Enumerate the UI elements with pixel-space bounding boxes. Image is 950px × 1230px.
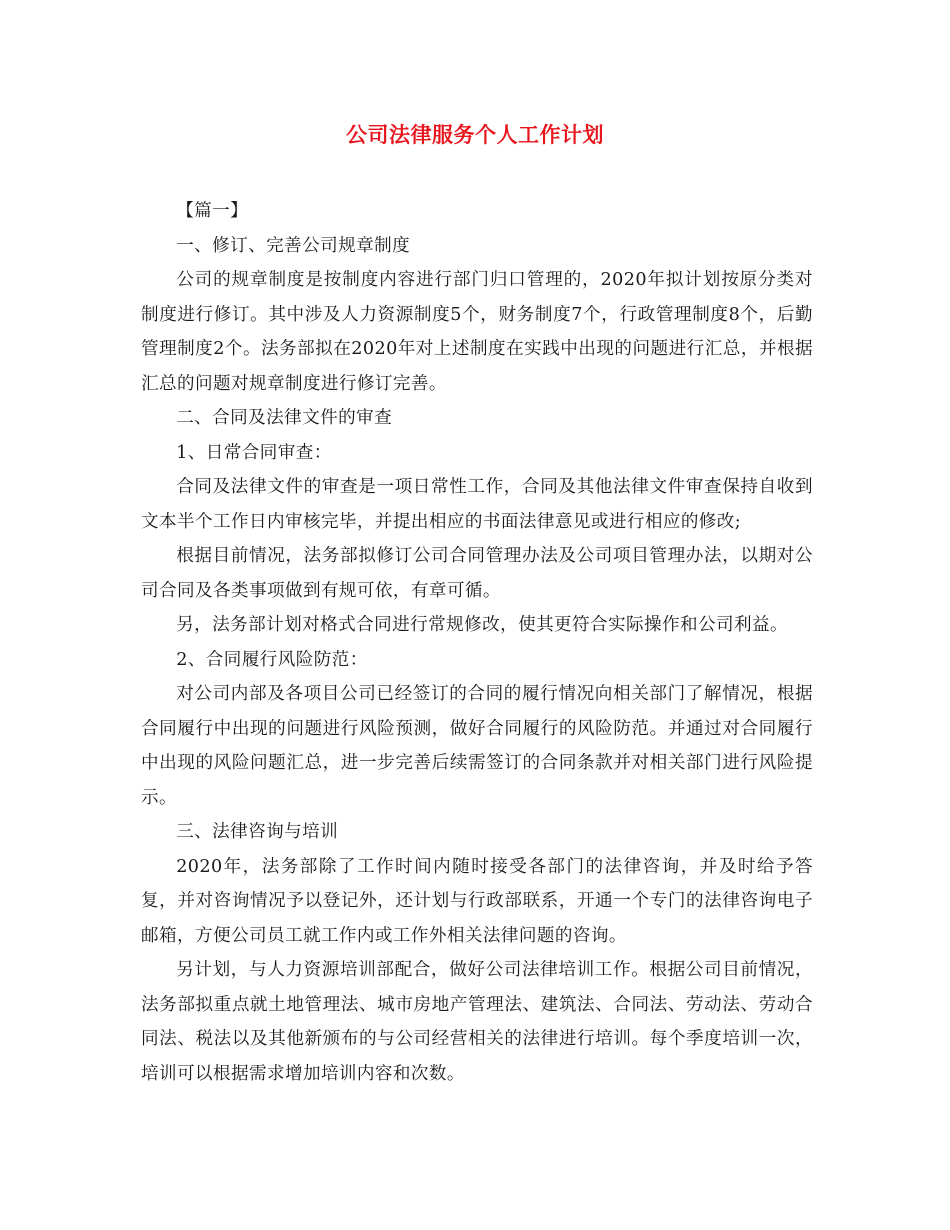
body-paragraph: 2020年，法务部除了工作时间内随时接受各部门的法律咨询，并及时给予答复，并对咨询情况予以登记外，还计划与行政部联系，开通一个专门的法律咨询电子邮箱，方便公司员工就工作内或工作外相关法律问题的咨询。 [141, 856, 813, 946]
body-paragraph: 公司的规章制度是按制度内容进行部门归口管理的，2020年拟计划按原分类对制度进行修订。其中涉及人力资源制度5个，财务制度7个，行政管理制度8个，后勤管理制度2个。法务部拟在2020年对上述制度在实践中出现的问题进行汇总，并根据汇总的问题对规章制度进行修订完善。 [141, 270, 813, 394]
body-paragraph: 另计划，与人力资源培训部配合，做好公司法律培训工作。根据公司目前情况，法务部拟重点就土地管理法、城市房地产管理法、建筑法、合同法、劳动法、劳动合同法、税法以及其他新颁布的与公司经营相关的法律进行培训。每个季度培训一次，培训可以根据需求增加培训内容和次数。 [141, 960, 813, 1084]
section-heading: 二、合同及法律文件的审查 [176, 408, 393, 428]
body-paragraph: 合同及法律文件的审查是一项日常性工作，合同及其他法律文件审查保持自收到文本半个工作日内审核完毕，并提出相应的书面法律意见或进行相应的修改; [141, 477, 813, 532]
body-paragraph: 另，法务部计划对格式合同进行常规修改，使其更符合实际操作和公司利益。 [176, 615, 788, 635]
document-title: 公司法律服务个人工作计划 [346, 122, 604, 147]
section-heading: 三、法律咨询与培训 [176, 822, 339, 842]
section-marker: 【篇一】 [176, 201, 249, 221]
section-heading: 一、修订、完善公司规章制度 [176, 235, 411, 256]
subsection-heading: 1、日常合同审查： [176, 442, 332, 463]
body-paragraph: 根据目前情况，法务部拟修订公司合同管理办法及公司项目管理办法，以期对公司合同及各类事项做到有规可依，有章可循。 [141, 546, 813, 601]
body-paragraph: 对公司内部及各项目公司已经签订的合同的履行情况向相关部门了解情况，根据合同履行中出现的问题进行风险预测，做好合同履行的风险防范。并通过对合同履行中出现的风险问题汇总，进一步完善后续需签订的合同条款并对相关部门进行风险提示。 [141, 684, 813, 808]
subsection-heading: 2、合同履行风险防范： [176, 649, 368, 670]
document-body [141, 194, 813, 1091]
